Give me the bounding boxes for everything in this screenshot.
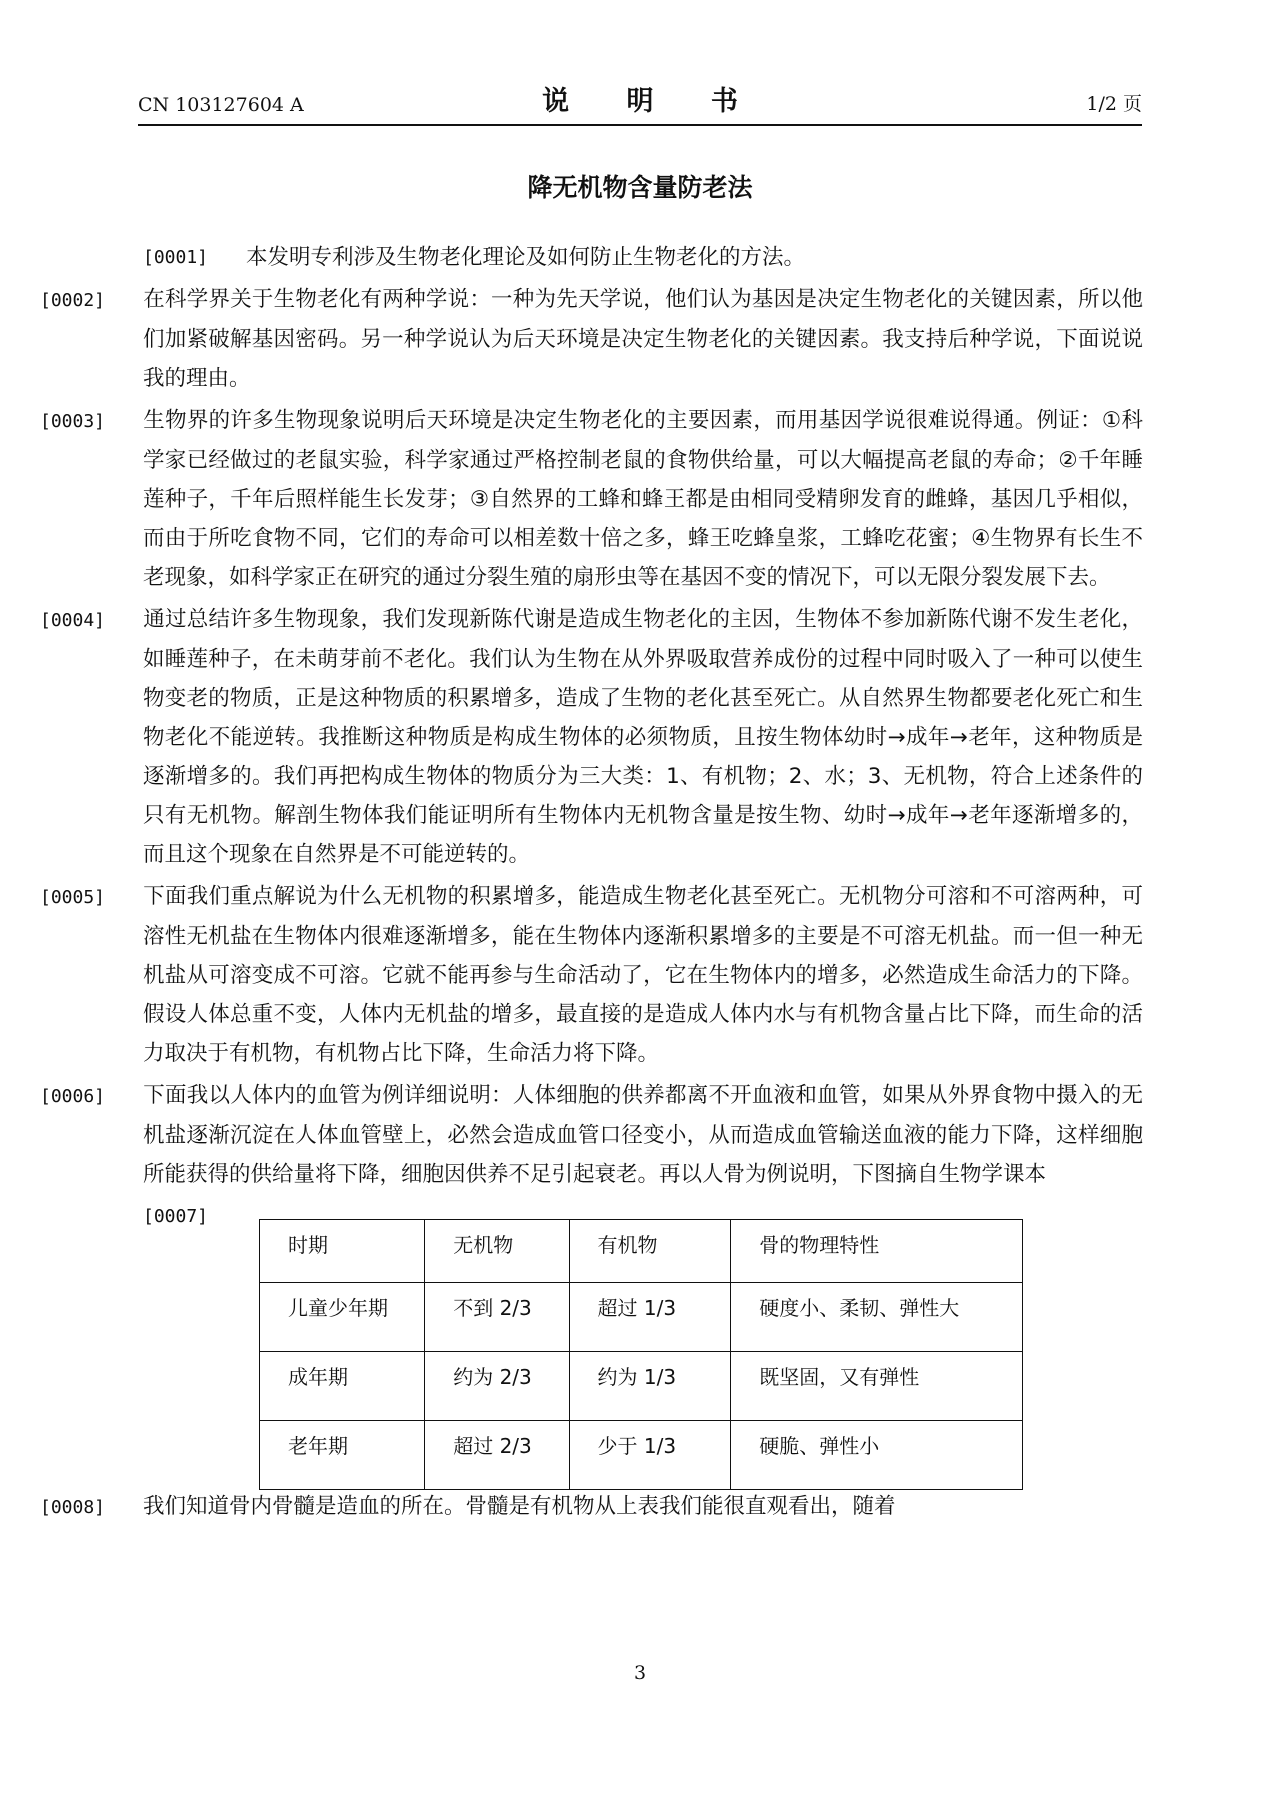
table-cell: 约为 1/3 <box>569 1352 731 1421</box>
document-type: 说 明 书 <box>542 86 762 117</box>
document-body <box>40 238 1143 1530</box>
paragraph-text: 下面我以人体内的血管为例详细说明：人体细胞的供养都离不开血液和血管，如果从外界食物中摄入的无机盐逐渐沉淀在人体血管壁上，必然会造成血管口径变小，从而造成血管输送血液的能力下降，这样细胞所能获得的供给量将下降，细胞因供养不足引起衰老。再以人骨为例说明，下图摘自生物学课本 <box>143 1083 1143 1187</box>
table-cell: 超过 1/3 <box>569 1283 731 1352</box>
page-number: 3 <box>633 1662 647 1684</box>
table-cell: 硬脆、弹性小 <box>731 1421 1023 1490</box>
paragraph-text: 下面我们重点解说为什么无机物的积累增多，能造成生物老化甚至死亡。无机物分可溶和不可溶两种，可溶性无机盐在生物体内很难逐渐增多，能在生物体内逐渐积累增多的主要是不可溶无机盐。而一但一种无机盐从可溶变成不可溶。它就不能再参与生命活动了，它在生物体内的增多，必然造成生命活力的下降。假设人体总重不变，人体内无机盐的增多，最直接的是造成人体内水与有机物含量占比下降，而生命的活力取决于有机物，有机物占比下降，生命活力将下降。 <box>143 884 1143 1066</box>
paragraph-text: 生物界的许多生物现象说明后天环境是决定生物老化的主要因素，而用基因学说很难说得通。例证：①科学家已经做过的老鼠实验，科学家通过严格控制老鼠的食物供给量，可以大幅提高老鼠的寿命；②千年睡莲种子，千年后照样能生长发芽；③自然界的工蜂和蜂王都是由相同受精卵发育的雌蜂，基因几乎相似，而由于所吃食物不同，它们的寿命可以相差数十倍之多，蜂王吃蜂皇浆，工蜂吃花蜜；④生物界有长生不老现象，如科学家正在研究的通过分裂生殖的扇形虫等在基因不变的情况下，可以无限分裂发展下去。 <box>143 408 1143 590</box>
table-row <box>260 1283 1023 1352</box>
document-title: 降无机物含量防老法 <box>527 173 753 202</box>
paragraph-text: 本发明专利涉及生物老化理论及如何防止生物老化的方法。 <box>246 245 806 270</box>
column-header: 无机物 <box>425 1220 569 1283</box>
table-row <box>260 1352 1023 1421</box>
table-paragraph <box>143 1197 1143 1487</box>
column-header: 有机物 <box>569 1220 731 1283</box>
paragraph-number: [0004] <box>40 610 106 631</box>
paragraph <box>40 1076 1143 1194</box>
header-rule <box>138 124 1142 126</box>
paragraph <box>40 600 1143 874</box>
table-cell: 老年期 <box>260 1421 425 1490</box>
page-count: 1/2 页 <box>1086 93 1142 115</box>
document-id: CN 103127604 A <box>138 94 304 116</box>
paragraph <box>143 238 1143 277</box>
paragraph-number: [0006] <box>40 1086 106 1107</box>
paragraph-number: [0003] <box>40 411 106 432</box>
table-header-row <box>260 1220 1023 1283</box>
paragraph-number: [0002] <box>40 290 106 311</box>
paragraph-number: [0001] <box>143 247 209 268</box>
table-cell: 儿童少年期 <box>260 1283 425 1352</box>
table-cell: 成年期 <box>260 1352 425 1421</box>
table-row <box>260 1421 1023 1490</box>
paragraph-text: 在科学界关于生物老化有两种学说：一种为先天学说，他们认为基因是决定生物老化的关键因素，所以他们加紧破解基因密码。另一种学说认为后天环境是决定生物老化的关键因素。我支持后种学说，下面说说我的理由。 <box>143 287 1143 391</box>
table-cell: 不到 2/3 <box>425 1283 569 1352</box>
table-cell: 少于 1/3 <box>569 1421 731 1490</box>
bone-composition-table <box>259 1219 1023 1490</box>
page-header <box>138 78 1142 124</box>
column-header: 时期 <box>260 1220 425 1283</box>
table-cell: 约为 2/3 <box>425 1352 569 1421</box>
paragraph <box>40 401 1143 597</box>
paragraph-number: [0007] <box>143 1206 209 1227</box>
table-cell: 既坚固，又有弹性 <box>731 1352 1023 1421</box>
paragraph <box>40 280 1143 398</box>
table-cell: 超过 2/3 <box>425 1421 569 1490</box>
paragraph-number: [0008] <box>40 1497 106 1518</box>
paragraph <box>40 877 1143 1073</box>
column-header: 骨的物理特性 <box>731 1220 1023 1283</box>
paragraph-text: 我们知道骨内骨髓是造血的所在。骨髓是有机物从上表我们能很直观看出，随着 <box>143 1494 896 1519</box>
paragraph-number: [0005] <box>40 887 106 908</box>
table-cell: 硬度小、柔韧、弹性大 <box>731 1283 1023 1352</box>
paragraph <box>40 1487 1143 1527</box>
paragraph-text: 通过总结许多生物现象，我们发现新陈代谢是造成生物老化的主因，生物体不参加新陈代谢不发生老化，如睡莲种子，在未萌芽前不老化。我们认为生物在从外界吸取营养成份的过程中同时吸入了一种可以使生物变老的物质，正是这种物质的积累增多，造成了生物的老化甚至死亡。从自然界生物都要老化死亡和生物老化不能逆转。我推断这种物质是构成生物体的必须物质，且按生物体幼时→成年→老年，这种物质是逐渐增多的。我们再把构成生物体的物质分为三大类：1、有机物；2、水；3、无机物，符合上述条件的只有无机物。解剖生物体我们能证明所有生物体内无机物含量是按生物、幼时→成年→老年逐渐增多的，而且这个现象在自然界是不可能逆转的。 <box>143 607 1143 867</box>
